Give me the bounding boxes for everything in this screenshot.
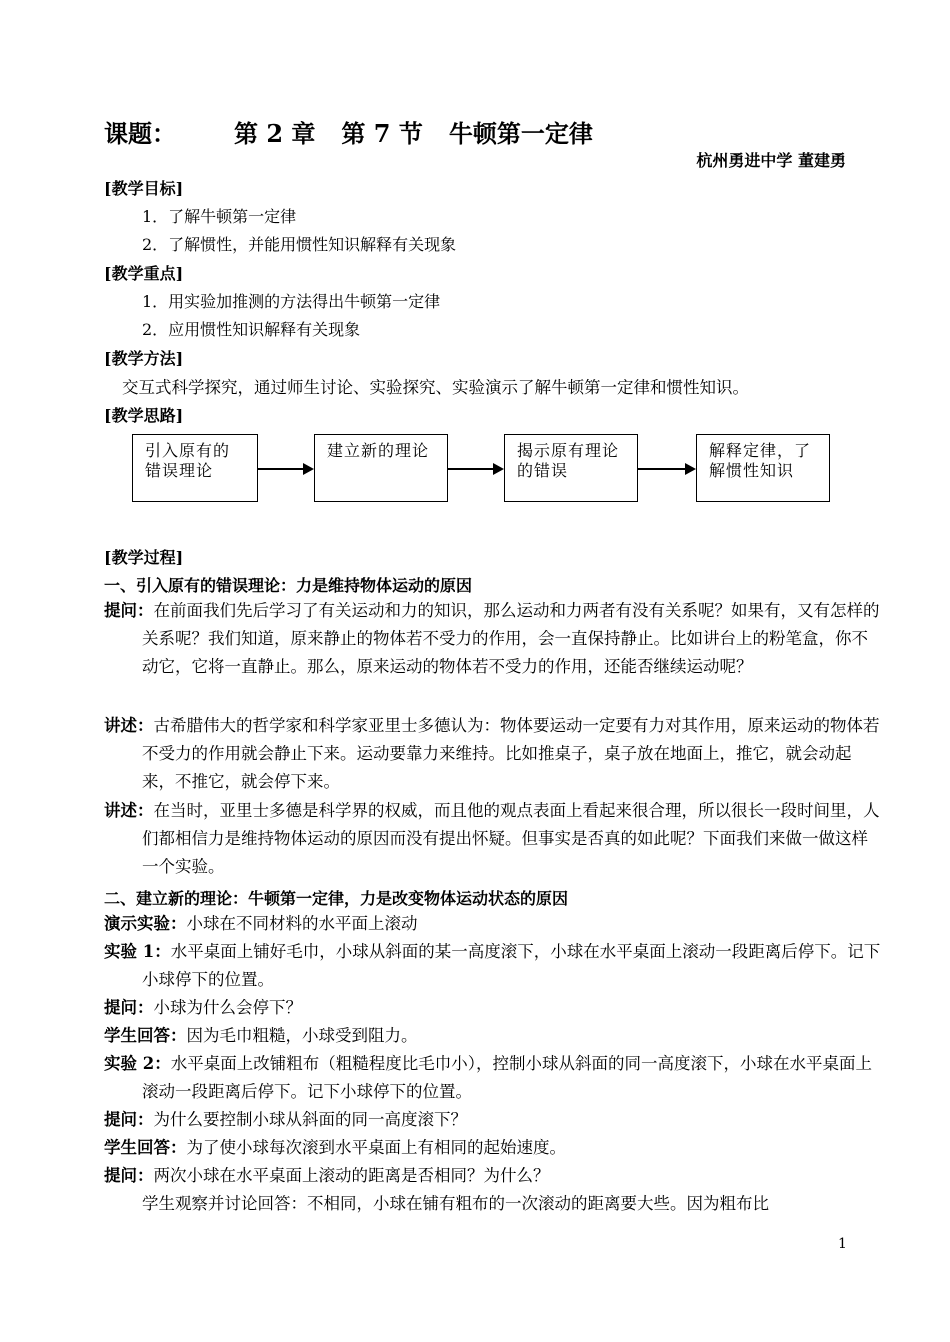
question-line: 提问：为什么要控制小球从斜面的同一高度滚下？ [104,1110,467,1129]
goals-heading: [教学目标] [104,179,184,198]
answer-line: 学生回答：为了使小球每次滚到水平桌面上有相同的起始速度。 [104,1138,566,1157]
approach-flowchart [104,430,846,510]
part1-heading: 一、引入原有的错误理论：力是维持物体运动的原因 [104,576,473,595]
flow-box-4: 解释定律，了解惯性知识 [696,434,830,502]
title-section: 第 7 节 [341,119,423,148]
title-name: 牛顿第一定律 [448,119,593,148]
flow-box-2: 建立新的理论 [314,434,448,502]
narration-paragraph: 讲述：古希腊伟大的哲学家和科学家亚里士多德认为：物体要运动一定要有力对其作用，原来运动的物体若不受力的作用就会静止下来。运动要靠力来维持。比如推桌子，桌子放在地面上，推它，就会动起来，不推它，就会停下来。 [104,716,880,791]
goal-item: 1．了解牛顿第一定律 [142,207,297,226]
title-label: 课题： [104,119,176,148]
experiment-1-paragraph: 实验 1：水平桌面上铺好毛巾，小球从斜面的某一高度滚下，小球在水平桌面上滚动一段距离后停下。记下小球停下的位置。 [104,942,881,989]
narration-paragraph: 讲述：在当时，亚里士多德是科学界的权威，而且他的观点表面上看起来很合理，所以很长一段时间里，人们都相信力是维持物体运动的原因而没有提出怀疑。但事实是否真的如此呢？下面我们来做一做这样一个实验。 [104,801,880,876]
approach-heading: [教学思路] [104,406,184,425]
experiment-2-paragraph: 实验 2：水平桌面上改铺粗布（粗糙程度比毛巾小），控制小球从斜面的同一高度滚下，小球在水平桌面上滚动一段距离后停下。记下小球停下的位置。 [104,1054,872,1101]
flow-box-3: 揭示原有理论的错误 [504,434,638,502]
keypoint-item: 2．应用惯性知识解释有关现象 [142,320,361,339]
observation-paragraph: 学生观察并讨论回答：不相同，小球在铺有粗布的一次滚动的距离要大些。因为粗布比 [142,1194,769,1213]
goal-item: 2．了解惯性，并能用惯性知识解释有关现象 [142,235,457,254]
flow-arrow [638,468,694,470]
question-paragraph: 提问：在前面我们先后学习了有关运动和力的知识，那么运动和力两者有没有关系呢？如果有，又有怎样的关系呢？我们知道，原来静止的物体若不受力的作用，会一直保持静止。比如讲台上的粉笔盒，你不动它，它将一直静止。那么，原来运动的物体若不受力的作用，还能否继续运动呢？ [104,601,880,676]
page-number: 1 [838,1236,847,1252]
question-line: 提问：小球为什么会停下？ [104,998,302,1017]
flow-arrow [448,468,502,470]
process-heading: [教学过程] [104,548,184,567]
flow-box-1: 引入原有的错误理论 [132,434,258,502]
flow-arrow [258,468,312,470]
author-line: 杭州勇进中学 董建勇 [696,151,846,170]
method-heading: [教学方法] [104,349,184,368]
question-line: 提问：两次小球在水平桌面上滚动的距离是否相同？为什么？ [104,1166,550,1185]
part2-heading: 二、建立新的理论：牛顿第一定律，力是改变物体运动状态的原因 [104,889,569,908]
demo-line: 演示实验：小球在不同材料的水平面上滚动 [104,914,418,933]
title-chapter: 第 2 章 [234,119,316,148]
lesson-title [104,114,593,149]
answer-line: 学生回答：因为毛巾粗糙，小球受到阻力。 [104,1026,418,1045]
keypoint-item: 1．用实验加推测的方法得出牛顿第一定律 [142,292,441,311]
method-text: 交互式科学探究，通过师生讨论、实验探究、实验演示了解牛顿第一定律和惯性知识。 [122,378,749,397]
keypoints-heading: [教学重点] [104,264,184,283]
